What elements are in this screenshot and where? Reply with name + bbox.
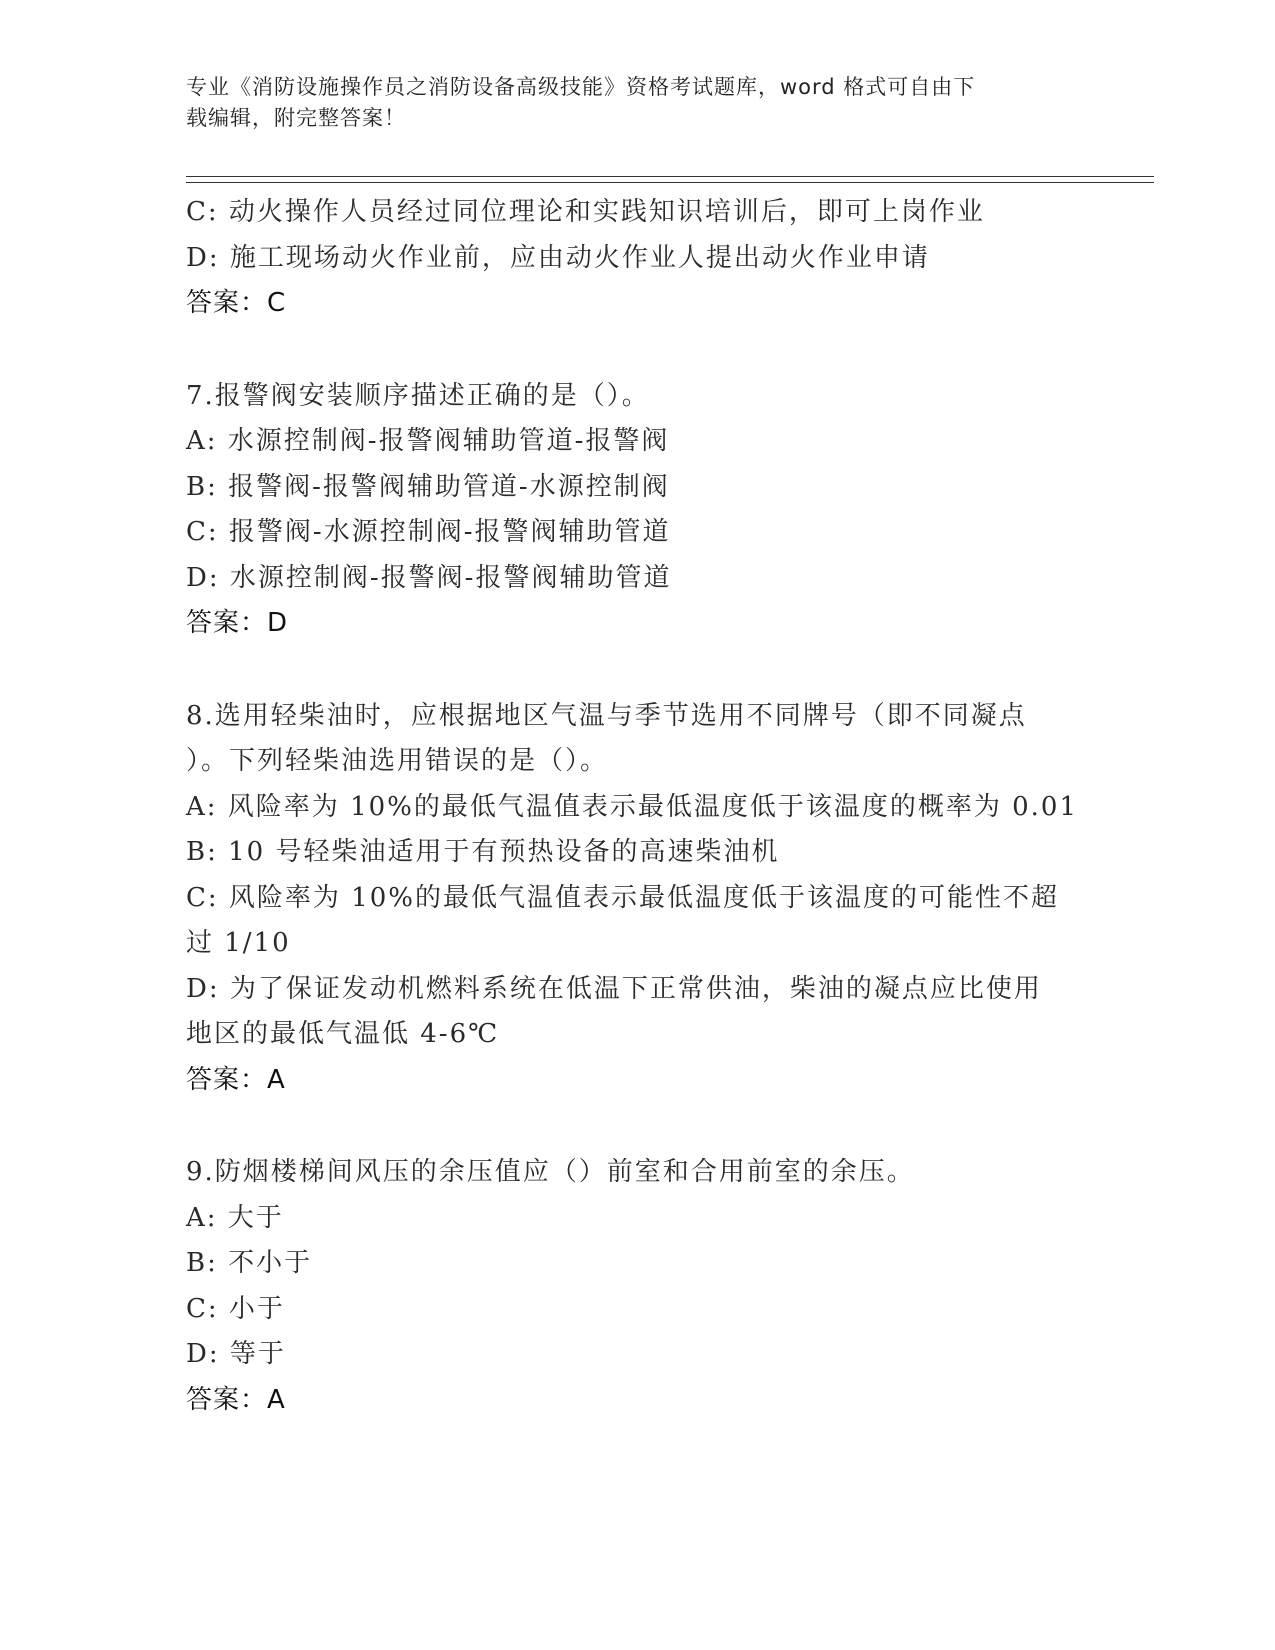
question-9 — [186, 1150, 1086, 1423]
option-a: A: 水源控制阀-报警阀辅助管道-报警阀 — [186, 426, 670, 456]
option-d-line-1: D: 为了保证发动机燃料系统在低温下正常供油，柴油的凝点应比使用 — [186, 973, 1042, 1004]
option-b: B: 不小于 — [186, 1248, 313, 1278]
option-c-line-1: C: 风险率为 10%的最低气温值表示最低温度低于该温度的可能性不超 — [186, 882, 1059, 913]
option-d: D: 等于 — [186, 1339, 286, 1369]
option-a: A: 风险率为 10%的最低气温值表示最低温度低于该温度的概率为 0.01 — [186, 791, 1079, 822]
answer: 答案：A — [186, 1384, 286, 1415]
header-divider-bottom — [186, 182, 1154, 183]
option-c-line-2: 过 1/10 — [186, 928, 291, 958]
answer: 答案：A — [186, 1064, 286, 1095]
question-stem: 9.防烟楼梯间风压的余压值应（）前室和合用前室的余压。 — [186, 1157, 915, 1187]
option-b: B: 10 号轻柴油适用于有预热设备的高速柴油机 — [186, 837, 780, 867]
question-stem: 7.报警阀安装顺序描述正确的是（）。 — [186, 380, 650, 411]
spacer — [186, 1103, 1086, 1150]
header-line-1: 专业《消防设施操作员之消防设备高级技能》资格考试题库，word 格式可自由下 — [186, 75, 976, 99]
question-8 — [186, 694, 1086, 1104]
header-line-2: 载编辑，附完整答案！ — [186, 106, 406, 130]
question-7 — [186, 374, 1086, 647]
option-d: D: 施工现场动火作业前，应由动火作业人提出动火作业申请 — [186, 242, 930, 273]
option-a: A: 大于 — [186, 1202, 284, 1233]
answer: 答案：D — [186, 608, 289, 638]
answer: 答案：C — [186, 288, 287, 318]
option-b: B: 报警阀-报警阀辅助管道-水源控制阀 — [186, 471, 670, 502]
document-header — [186, 72, 1066, 134]
option-d-line-2: 地区的最低气温低 4-6℃ — [186, 1019, 500, 1049]
question-6-tail — [186, 190, 1086, 327]
option-c: C: 小于 — [186, 1293, 285, 1324]
question-list — [186, 190, 1086, 1423]
option-c: C: 报警阀-水源控制阀-报警阀辅助管道 — [186, 517, 671, 547]
header-divider-top — [186, 176, 1154, 177]
question-stem-line-1: 8.选用轻柴油时，应根据地区气温与季节选用不同牌号（即不同凝点 — [186, 700, 1027, 731]
option-d: D: 水源控制阀-报警阀-报警阀辅助管道 — [186, 562, 672, 593]
question-stem-line-2: ）。下列轻柴油选用错误的是（）。 — [186, 746, 609, 776]
option-c: C: 动火操作人员经过同位理论和实践知识培训后，即可上岗作业 — [186, 197, 985, 227]
spacer — [186, 327, 1086, 374]
spacer — [186, 647, 1086, 694]
